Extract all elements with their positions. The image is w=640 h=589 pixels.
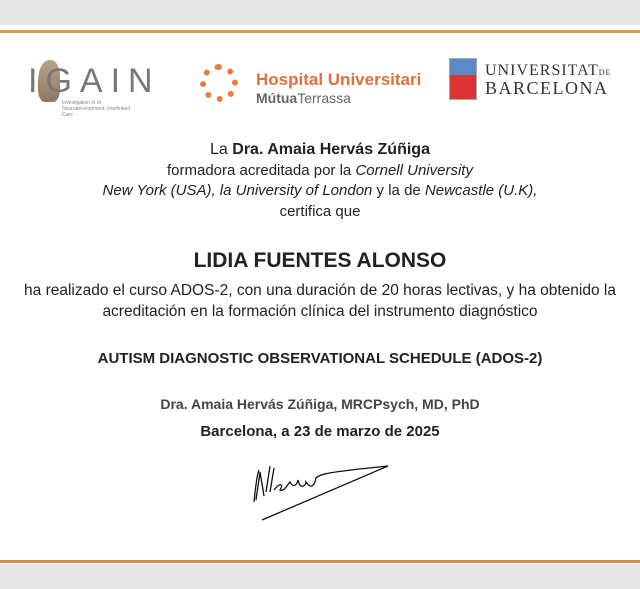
university-logo-line2: BARCELONA: [485, 78, 609, 98]
top-border-line: [0, 30, 640, 33]
body-line-2: acreditación en la formación clínica del instrumento diagnóstico: [102, 303, 538, 320]
institutions-text: New York (USA), la University of London: [102, 182, 373, 199]
issuer-name: Dra. Amaia Hervás Zúñiga: [232, 141, 430, 158]
university-de: DE: [598, 68, 612, 77]
hospital-logo: [200, 64, 422, 112]
signature: [250, 462, 400, 532]
body-line-1: ha realizado el curso ADOS-2, con una duración de 20 horas lectivas, y ha obtenido la: [24, 282, 616, 299]
igain-logo-text: IGAIN: [28, 62, 161, 100]
bottom-margin: [0, 564, 640, 589]
recipient-name: LIDIA FUENTES ALONSO: [193, 249, 447, 272]
signatory-name: Dra. Amaia Hervás Zúñiga, MRCPsych, MD, PhD: [160, 396, 480, 412]
dotted-ring-icon: [200, 64, 238, 102]
institutions-connector: y la de: [372, 182, 425, 199]
bottom-border-line: [0, 560, 640, 563]
university-word: UNIVERSITAT: [485, 62, 599, 79]
hospital-logo-line1: Hospital Universitari: [256, 70, 422, 89]
place-date: Barcelona, a 23 de marzo de 2025: [200, 423, 440, 440]
issuer-line: [0, 141, 640, 159]
accreditation-line: [0, 162, 640, 179]
igain-logo: [28, 60, 168, 118]
hospital-logo-terrassa: Terrassa: [297, 90, 351, 106]
institutions-line: [0, 182, 640, 199]
issuer-prefix: La: [210, 141, 233, 158]
newcastle: Newcastle (U.K),: [424, 182, 538, 199]
university-logo: [449, 58, 619, 108]
accreditation-prefix: formadora acreditada por la: [167, 162, 356, 179]
hospital-logo-mutua: Mútua: [256, 90, 298, 106]
top-margin: [0, 0, 640, 25]
course-title: AUTISM DIAGNOSTIC OBSERVATIONAL SCHEDULE (ADOS-2): [97, 350, 543, 367]
hospital-logo-line2: [256, 90, 351, 106]
cornell-university: Cornell University: [355, 162, 473, 179]
igain-logo-subtitle: Investigation in of Neurodevelopment, Interlinked Care: [62, 100, 131, 118]
certifies-text: certifica que: [279, 203, 361, 220]
coat-of-arms-icon: [449, 58, 477, 100]
